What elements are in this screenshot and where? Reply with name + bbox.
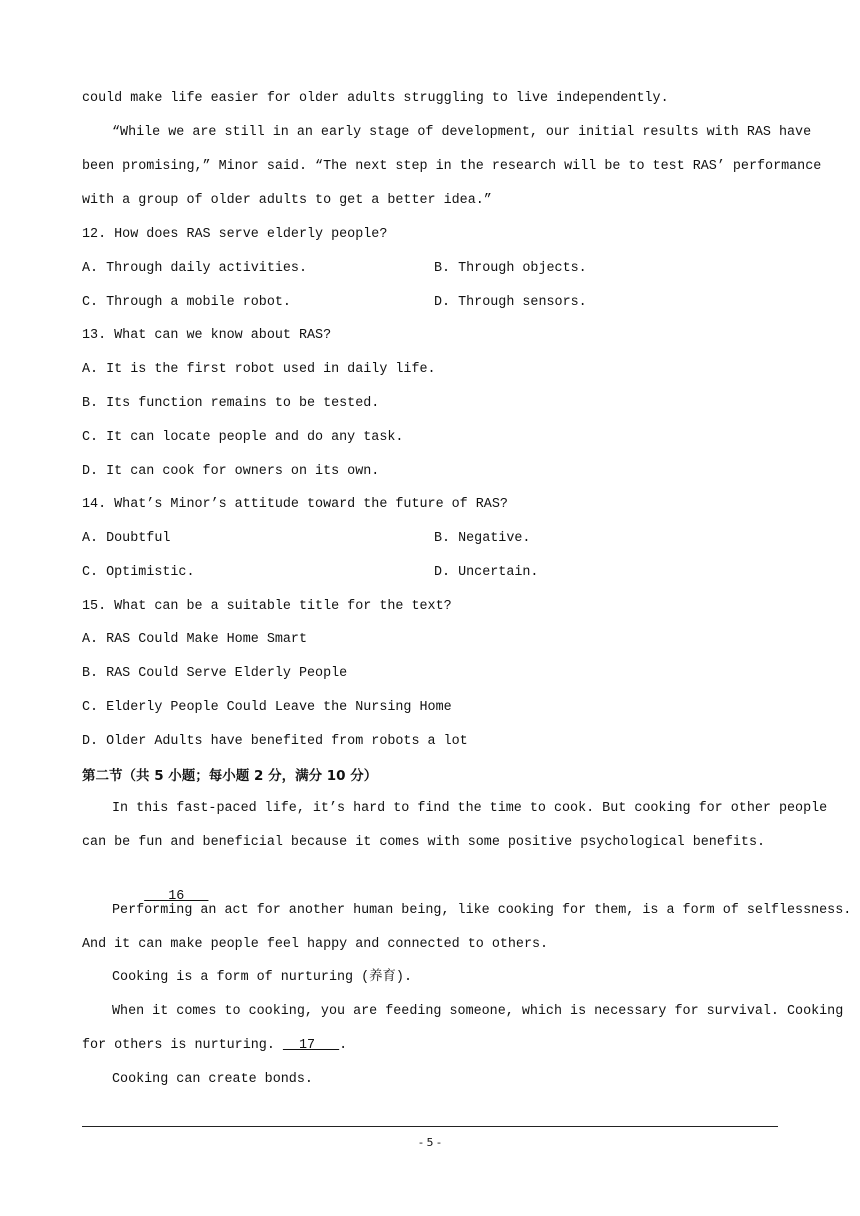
question-13-stem: 13. What can we know about RAS? [82,328,332,343]
passage-line: could make life easier for older adults struggling to live independently. [82,91,669,106]
question-14-stem: 14. What’s Minor’s attitude toward the future of RAS? [82,497,508,512]
paragraph-line: In this fast-paced life, it’s hard to find the time to cook. But cooking for other people [112,801,828,816]
option-b[interactable]: B. Negative. [434,531,531,546]
option-a[interactable]: A. Doubtful [82,531,171,546]
option-d[interactable]: D. Older Adults have benefited from robots a lot [82,734,468,749]
option-b[interactable]: B. Through objects. [434,261,587,276]
question-14-options-row2 [82,563,778,583]
option-d[interactable]: D. Uncertain. [434,565,539,580]
option-b[interactable]: B. RAS Could Serve Elderly People [82,666,348,681]
option-c[interactable]: C. It can locate people and do any task. [82,430,404,445]
option-b[interactable]: B. Its function remains to be tested. [82,396,380,411]
footer-divider [82,1126,778,1127]
passage-quote-line: with a group of older adults to get a better idea.” [82,193,492,208]
page-number: - 5 - [419,1136,441,1149]
option-c[interactable]: C. Optimistic. [82,565,195,580]
question-12-stem: 12. How does RAS serve elderly people? [82,227,388,242]
option-d[interactable]: D. Through sensors. [434,295,587,310]
question-12-options-row1 [82,259,778,279]
option-a[interactable]: A. RAS Could Make Home Smart [82,632,307,647]
paragraph-line: can be fun and beneficial because it comes with some positive psychological benefits. [82,835,766,850]
paragraph-line: When it comes to cooking, you are feeding someone, which is necessary for survival. Cooking [112,1004,844,1019]
paragraph-line: Performing an act for another human being, like cooking for them, is a form of selflessness. [112,903,852,918]
blank-16-underline[interactable]: 16 [144,889,209,904]
passage-quote-line: “While we are still in an early stage of development, our initial results with RAS have [112,125,812,140]
paragraph-text: . [339,1038,348,1053]
blank-17-underline[interactable]: 17 [282,1038,340,1053]
passage-quote-line: been promising,” Minor said. “The next step in the research will be to test RAS’ performance [82,159,822,174]
option-a[interactable]: A. It is the first robot used in daily life. [82,362,436,377]
question-12-options-row2 [82,293,778,313]
option-c[interactable]: C. Elderly People Could Leave the Nursing Home [82,700,452,715]
question-14-options-row1 [82,529,778,549]
paragraph-text: for others is nurturing. [82,1038,283,1053]
option-a[interactable]: A. Through daily activities. [82,261,307,276]
paragraph-line: And it can make people feel happy and connected to others. [82,937,549,952]
option-d[interactable]: D. It can cook for owners on its own. [82,464,380,479]
paragraph-line: Cooking is a form of nurturing (养育). [112,970,412,985]
paragraph-line: Cooking can create bonds. [112,1072,313,1087]
paragraph-line-with-blank [82,1036,778,1056]
question-15-stem: 15. What can be a suitable title for the text? [82,599,452,614]
option-c[interactable]: C. Through a mobile robot. [82,295,291,310]
section-heading: 第二节（共 5 小题；每小题 2 分，满分 10 分） [82,768,378,784]
